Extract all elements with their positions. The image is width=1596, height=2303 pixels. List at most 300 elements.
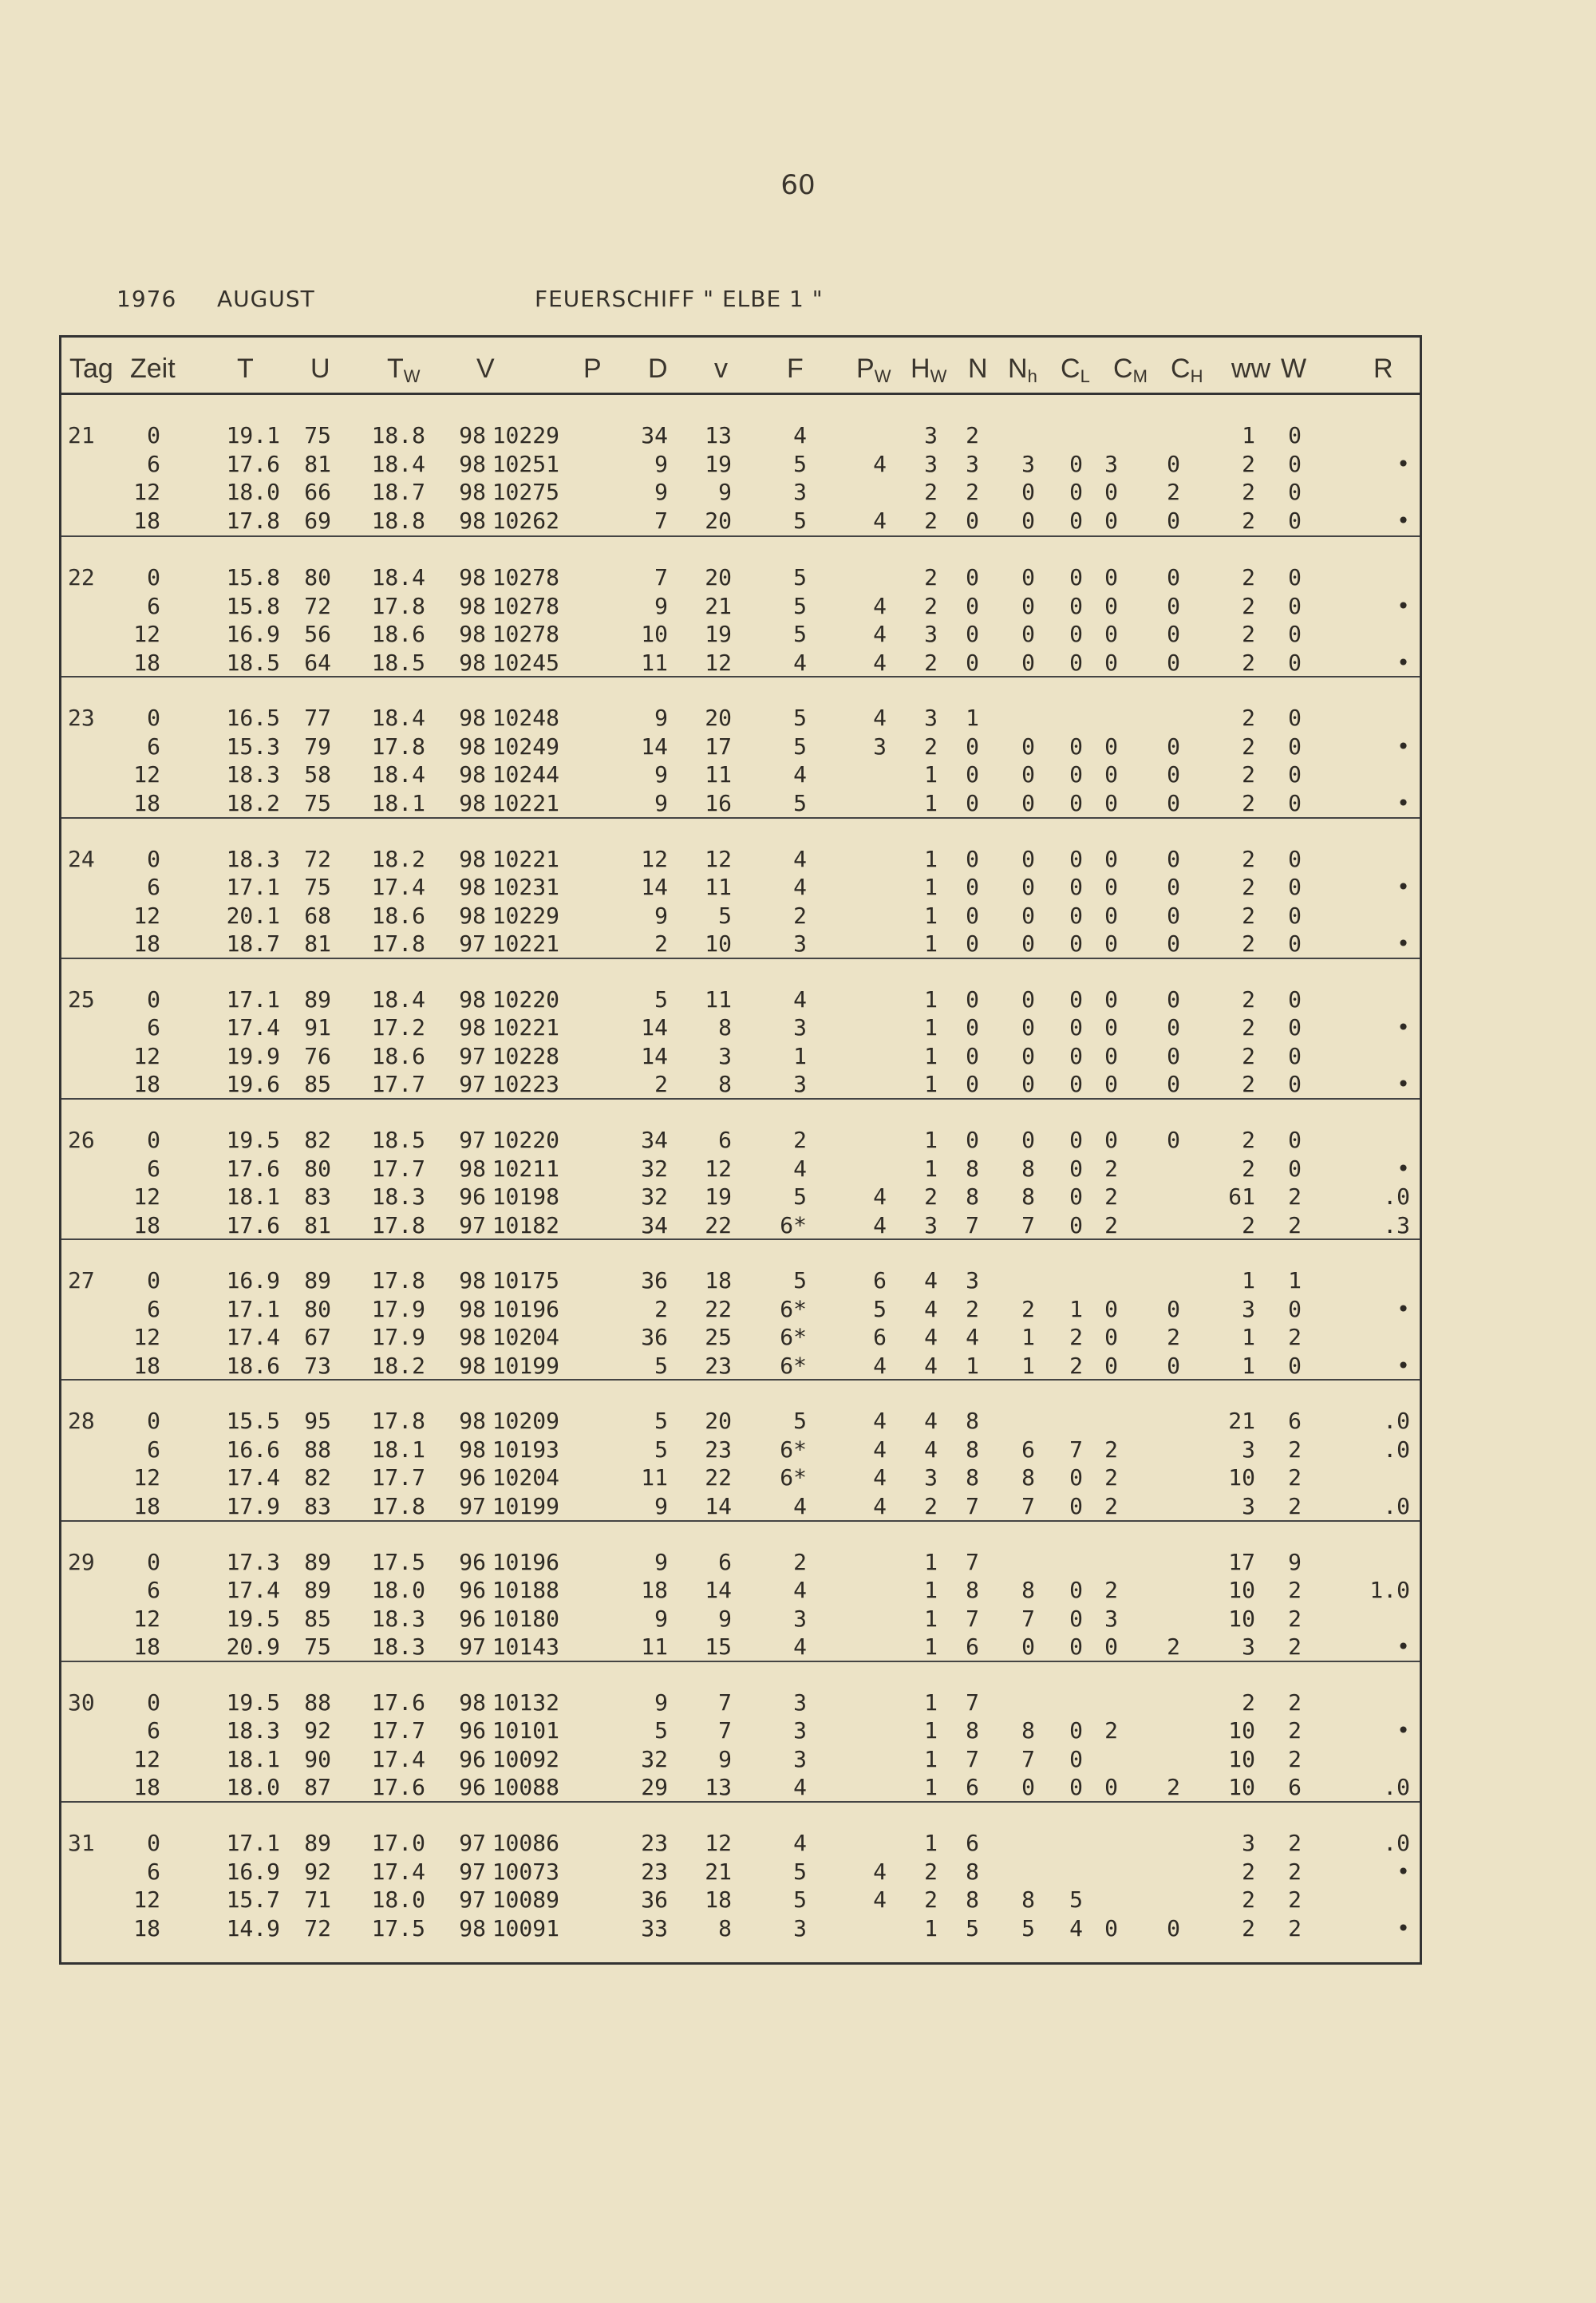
table-row	[61, 705, 1420, 732]
cell-p: 10262	[492, 507, 559, 534]
cell-hw: 2	[924, 1886, 938, 1913]
cell-nh: 0	[1021, 1042, 1035, 1069]
cell-f: 4	[793, 845, 807, 872]
table-row	[61, 564, 1420, 591]
cell-pw: 4	[873, 1858, 887, 1885]
cell-vw: 12	[705, 845, 732, 872]
cell-w: 0	[1288, 422, 1302, 448]
cell-zeit: 18	[133, 930, 160, 958]
day-tag: 21	[68, 422, 95, 448]
cell-zeit: 12	[133, 1042, 160, 1069]
cell-n: 0	[966, 564, 979, 591]
col-tag: Tag	[69, 354, 113, 384]
cell-vw: 8	[718, 1914, 732, 1942]
cell-n: 3	[966, 450, 979, 477]
cell-w: 0	[1288, 450, 1302, 477]
cell-v: 98	[459, 1014, 486, 1041]
cell-ch: 2	[1167, 1633, 1180, 1661]
cell-pw: 4	[873, 1436, 887, 1463]
cell-nh: 0	[1021, 649, 1035, 676]
cell-cl: 0	[1069, 845, 1083, 872]
cell-vw: 16	[705, 789, 732, 816]
cell-d: 9	[654, 761, 668, 788]
cell-t: 15.8	[226, 592, 280, 619]
cell-v: 98	[459, 845, 486, 872]
cell-p: 10193	[492, 1436, 559, 1463]
cell-vw: 12	[705, 1155, 732, 1182]
cell-vw: 23	[705, 1436, 732, 1463]
cell-f: 5	[793, 1267, 807, 1294]
cell-v: 98	[459, 1324, 486, 1351]
cell-vw: 14	[705, 1492, 732, 1519]
cell-nh: 7	[1021, 1492, 1035, 1519]
cell-tw: 17.4	[371, 1858, 425, 1885]
cell-p: 10175	[492, 1267, 559, 1294]
cell-nh: 8	[1021, 1183, 1035, 1210]
cell-cl: 0	[1069, 1577, 1083, 1604]
cell-d: 36	[641, 1324, 668, 1351]
cell-u: 90	[304, 1745, 331, 1772]
cell-r: •	[1396, 1014, 1410, 1041]
cell-u: 80	[304, 1155, 331, 1182]
cell-u: 66	[304, 479, 331, 505]
cell-hw: 3	[924, 422, 938, 448]
cell-d: 9	[654, 450, 668, 477]
cell-t: 20.9	[226, 1633, 280, 1661]
col-t: T	[237, 354, 254, 384]
cell-f: 3	[793, 1605, 807, 1632]
table-row	[61, 874, 1420, 901]
cell-f: 2	[793, 1548, 807, 1575]
cell-d: 12	[641, 845, 668, 872]
cell-d: 36	[641, 1886, 668, 1913]
cell-p: 10245	[492, 649, 559, 676]
cell-vw: 22	[705, 1464, 732, 1491]
cell-p: 10198	[492, 1183, 559, 1210]
header-month: AUGUST	[217, 286, 315, 312]
cell-ch: 0	[1167, 592, 1180, 619]
cell-w: 2	[1288, 1211, 1302, 1238]
cell-u: 72	[304, 1914, 331, 1942]
cell-t: 17.6	[226, 1211, 280, 1238]
cell-u: 82	[304, 1127, 331, 1153]
cell-w: 2	[1288, 1464, 1302, 1491]
cell-vw: 6	[718, 1127, 732, 1153]
cell-w: 0	[1288, 789, 1302, 816]
cell-d: 32	[641, 1745, 668, 1772]
cell-tw: 18.2	[371, 1352, 425, 1379]
cell-tw: 17.6	[371, 1774, 425, 1801]
cell-ww: 2	[1242, 789, 1255, 816]
cell-v: 97	[459, 1071, 486, 1098]
day-block	[61, 1801, 1420, 1942]
cell-r: •	[1396, 1155, 1410, 1182]
cell-hw: 2	[924, 564, 938, 591]
cell-f: 5	[793, 507, 807, 534]
day-block	[61, 1520, 1420, 1661]
cell-f: 2	[793, 902, 807, 929]
cell-tw: 17.7	[371, 1071, 425, 1098]
cell-tw: 17.7	[371, 1464, 425, 1491]
cell-tw: 17.4	[371, 1745, 425, 1772]
cell-u: 75	[304, 1633, 331, 1661]
cell-f: 4	[793, 874, 807, 901]
cell-ch: 0	[1167, 1295, 1180, 1322]
cell-f: 3	[793, 1745, 807, 1772]
cell-ch: 0	[1167, 930, 1180, 958]
cell-vw: 9	[718, 1745, 732, 1772]
cell-nh: 0	[1021, 564, 1035, 591]
cell-f: 4	[793, 1577, 807, 1604]
cell-r: •	[1396, 789, 1410, 816]
cell-tw: 17.7	[371, 1155, 425, 1182]
col-u: U	[310, 354, 330, 384]
cell-hw: 2	[924, 1183, 938, 1210]
cell-cm: 2	[1104, 1577, 1118, 1604]
table-row	[61, 1183, 1420, 1211]
cell-hw: 1	[924, 789, 938, 816]
cell-cm: 2	[1104, 1155, 1118, 1182]
cell-cm: 0	[1104, 733, 1118, 760]
cell-pw: 4	[873, 1352, 887, 1379]
cell-d: 11	[641, 649, 668, 676]
cell-cm: 0	[1104, 1914, 1118, 1942]
cell-t: 15.7	[226, 1886, 280, 1913]
cell-tw: 17.8	[371, 1267, 425, 1294]
cell-r: .0	[1383, 1774, 1410, 1801]
cell-tw: 17.0	[371, 1830, 425, 1856]
cell-hw: 1	[924, 1548, 938, 1575]
cell-p: 10231	[492, 874, 559, 901]
cell-t: 16.6	[226, 1436, 280, 1463]
cell-u: 81	[304, 930, 331, 958]
cell-cm: 0	[1104, 564, 1118, 591]
cell-w: 2	[1288, 1717, 1302, 1744]
cell-f: 4	[793, 1774, 807, 1801]
cell-ch: 0	[1167, 1042, 1180, 1069]
cell-w: 6	[1288, 1408, 1302, 1435]
cell-cl: 0	[1069, 1071, 1083, 1098]
cell-d: 33	[641, 1914, 668, 1942]
day-tag: 26	[68, 1127, 95, 1153]
cell-zeit: 0	[147, 1267, 160, 1294]
cell-ww: 1	[1242, 1267, 1255, 1294]
cell-pw: 6	[873, 1324, 887, 1351]
cell-zeit: 6	[147, 733, 160, 760]
cell-d: 7	[654, 564, 668, 591]
cell-f: 5	[793, 1183, 807, 1210]
cell-n: 6	[966, 1774, 979, 1801]
cell-zeit: 6	[147, 1295, 160, 1322]
cell-n: 4	[966, 1324, 979, 1351]
cell-nh: 7	[1021, 1745, 1035, 1772]
cell-t: 17.4	[226, 1014, 280, 1041]
day-tag: 29	[68, 1548, 95, 1575]
cell-t: 17.1	[226, 1295, 280, 1322]
cell-nh: 0	[1021, 1071, 1035, 1098]
cell-cl: 0	[1069, 986, 1083, 1013]
cell-nh: 0	[1021, 789, 1035, 816]
cell-ww: 2	[1242, 621, 1255, 648]
table-row	[61, 1606, 1420, 1633]
cell-w: 0	[1288, 1352, 1302, 1379]
cell-d: 9	[654, 902, 668, 929]
cell-d: 9	[654, 592, 668, 619]
cell-r: •	[1396, 507, 1410, 534]
cell-zeit: 12	[133, 1886, 160, 1913]
header-year: 1976	[117, 286, 177, 312]
cell-f: 3	[793, 1071, 807, 1098]
cell-t: 16.9	[226, 1267, 280, 1294]
cell-cl: 0	[1069, 902, 1083, 929]
cell-u: 81	[304, 450, 331, 477]
cell-cl: 0	[1069, 507, 1083, 534]
cell-w: 2	[1288, 1914, 1302, 1942]
cell-vw: 21	[705, 1858, 732, 1885]
cell-v: 98	[459, 479, 486, 505]
cell-w: 9	[1288, 1548, 1302, 1575]
cell-w: 0	[1288, 733, 1302, 760]
cell-u: 75	[304, 874, 331, 901]
cell-t: 18.3	[226, 761, 280, 788]
cell-nh: 6	[1021, 1436, 1035, 1463]
cell-cm: 2	[1104, 1492, 1118, 1519]
cell-w: 0	[1288, 874, 1302, 901]
cell-vw: 5	[718, 902, 732, 929]
table-row	[61, 1746, 1420, 1773]
cell-u: 73	[304, 1352, 331, 1379]
cell-vw: 13	[705, 1774, 732, 1801]
cell-t: 19.5	[226, 1689, 280, 1716]
cell-w: 2	[1288, 1492, 1302, 1519]
cell-p: 10188	[492, 1577, 559, 1604]
cell-p: 10073	[492, 1858, 559, 1885]
cell-ww: 2	[1242, 649, 1255, 676]
cell-v: 96	[459, 1717, 486, 1744]
cell-v: 97	[459, 930, 486, 958]
cell-pw: 4	[873, 1408, 887, 1435]
cell-n: 7	[966, 1689, 979, 1716]
cell-zeit: 18	[133, 507, 160, 534]
cell-w: 2	[1288, 1436, 1302, 1463]
cell-ch: 0	[1167, 733, 1180, 760]
cell-p: 10143	[492, 1633, 559, 1661]
cell-tw: 17.9	[371, 1324, 425, 1351]
cell-cm: 0	[1104, 930, 1118, 958]
cell-n: 0	[966, 902, 979, 929]
cell-p: 10220	[492, 1127, 559, 1153]
cell-cm: 0	[1104, 1295, 1118, 1322]
cell-t: 17.4	[226, 1324, 280, 1351]
cell-p: 10275	[492, 479, 559, 505]
cell-f: 3	[793, 479, 807, 505]
cell-tw: 17.8	[371, 1492, 425, 1519]
cell-v: 98	[459, 1295, 486, 1322]
cell-v: 98	[459, 422, 486, 448]
cell-ww: 10	[1228, 1774, 1255, 1801]
cell-ch: 0	[1167, 789, 1180, 816]
cell-zeit: 0	[147, 564, 160, 591]
cell-r: •	[1396, 1295, 1410, 1322]
cell-cm: 0	[1104, 507, 1118, 534]
cell-v: 96	[459, 1548, 486, 1575]
cell-u: 95	[304, 1408, 331, 1435]
cell-f: 5	[793, 733, 807, 760]
cell-cl: 0	[1069, 621, 1083, 648]
cell-cm: 0	[1104, 1042, 1118, 1069]
cell-p: 10244	[492, 761, 559, 788]
day-block	[61, 395, 1420, 535]
cell-t: 18.5	[226, 649, 280, 676]
cell-cl: 4	[1069, 1914, 1083, 1942]
cell-t: 17.9	[226, 1492, 280, 1519]
cell-cl: 0	[1069, 1605, 1083, 1632]
cell-p: 10092	[492, 1745, 559, 1772]
cell-pw: 3	[873, 733, 887, 760]
cell-hw: 1	[924, 1830, 938, 1856]
cell-f: 5	[793, 1408, 807, 1435]
table-row	[61, 1830, 1420, 1857]
cell-p: 10220	[492, 986, 559, 1013]
cell-vw: 11	[705, 874, 732, 901]
table-row	[61, 1324, 1420, 1351]
cell-cm: 0	[1104, 845, 1118, 872]
cell-w: 2	[1288, 1577, 1302, 1604]
cell-v: 97	[459, 1492, 486, 1519]
cell-t: 15.3	[226, 733, 280, 760]
cell-zeit: 12	[133, 1464, 160, 1491]
cell-pw: 4	[873, 450, 887, 477]
cell-t: 20.1	[226, 902, 280, 929]
observation-table	[59, 335, 1422, 1965]
table-row	[61, 903, 1420, 930]
cell-n: 0	[966, 649, 979, 676]
table-row	[61, 479, 1420, 506]
cell-ww: 3	[1242, 1830, 1255, 1856]
cell-zeit: 0	[147, 1830, 160, 1856]
cell-cm: 0	[1104, 986, 1118, 1013]
cell-r: .0	[1383, 1492, 1410, 1519]
cell-u: 85	[304, 1605, 331, 1632]
cell-w: 0	[1288, 930, 1302, 958]
cell-f: 4	[793, 761, 807, 788]
cell-w: 0	[1288, 479, 1302, 505]
cell-n: 7	[966, 1492, 979, 1519]
cell-n: 2	[966, 422, 979, 448]
cell-v: 98	[459, 621, 486, 648]
cell-w: 2	[1288, 1689, 1302, 1716]
cell-hw: 4	[924, 1352, 938, 1379]
cell-v: 98	[459, 592, 486, 619]
cell-cl: 0	[1069, 1155, 1083, 1182]
cell-v: 97	[459, 1633, 486, 1661]
cell-cm: 0	[1104, 1014, 1118, 1041]
day-block	[61, 535, 1420, 676]
cell-r: .3	[1383, 1211, 1410, 1238]
cell-r: •	[1396, 1633, 1410, 1661]
cell-vw: 8	[718, 1014, 732, 1041]
cell-hw: 1	[924, 874, 938, 901]
cell-vw: 23	[705, 1352, 732, 1379]
cell-d: 5	[654, 1436, 668, 1463]
page-number: 60	[780, 169, 816, 201]
cell-w: 2	[1288, 1858, 1302, 1885]
cell-n: 0	[966, 621, 979, 648]
cell-t: 19.5	[226, 1605, 280, 1632]
cell-t: 18.0	[226, 1774, 280, 1801]
cell-w: 0	[1288, 761, 1302, 788]
cell-f: 3	[793, 1014, 807, 1041]
cell-u: 89	[304, 1267, 331, 1294]
cell-tw: 17.2	[371, 1014, 425, 1041]
cell-tw: 17.8	[371, 930, 425, 958]
cell-p: 10221	[492, 845, 559, 872]
cell-cm: 0	[1104, 1324, 1118, 1351]
cell-w: 0	[1288, 1014, 1302, 1041]
cell-tw: 18.3	[371, 1183, 425, 1210]
cell-v: 96	[459, 1605, 486, 1632]
cell-pw: 5	[873, 1295, 887, 1322]
cell-tw: 17.4	[371, 874, 425, 901]
cell-f: 4	[793, 1830, 807, 1856]
cell-f: 5	[793, 1886, 807, 1913]
cell-zeit: 0	[147, 422, 160, 448]
cell-w: 0	[1288, 564, 1302, 591]
cell-n: 0	[966, 1014, 979, 1041]
cell-tw: 18.7	[371, 479, 425, 505]
cell-hw: 1	[924, 986, 938, 1013]
cell-f: 6*	[780, 1211, 807, 1238]
cell-ch: 0	[1167, 874, 1180, 901]
table-row	[61, 1296, 1420, 1323]
cell-d: 9	[654, 789, 668, 816]
cell-r: •	[1396, 1071, 1410, 1098]
cell-hw: 4	[924, 1324, 938, 1351]
cell-f: 5	[793, 789, 807, 816]
cell-p: 10091	[492, 1914, 559, 1942]
cell-u: 91	[304, 1014, 331, 1041]
cell-vw: 17	[705, 733, 732, 760]
cell-d: 29	[641, 1774, 668, 1801]
cell-u: 89	[304, 986, 331, 1013]
cell-d: 14	[641, 1014, 668, 1041]
cell-ch: 0	[1167, 1127, 1180, 1153]
day-tag: 25	[68, 986, 95, 1013]
cell-hw: 4	[924, 1436, 938, 1463]
table-row	[61, 451, 1420, 478]
cell-ww: 2	[1242, 733, 1255, 760]
cell-w: 0	[1288, 1155, 1302, 1182]
table-row	[61, 1915, 1420, 1942]
cell-d: 10	[641, 621, 668, 648]
cell-cl: 0	[1069, 1717, 1083, 1744]
cell-zeit: 12	[133, 1324, 160, 1351]
cell-u: 72	[304, 592, 331, 619]
header-station: FEUERSCHIFF " ELBE 1 "	[535, 286, 824, 312]
cell-w: 0	[1288, 649, 1302, 676]
col-zeit: Zeit	[130, 354, 176, 384]
cell-cl: 0	[1069, 1042, 1083, 1069]
table-row	[61, 1127, 1420, 1154]
cell-hw: 2	[924, 649, 938, 676]
cell-n: 8	[966, 1408, 979, 1435]
cell-u: 58	[304, 761, 331, 788]
cell-d: 9	[654, 1548, 668, 1575]
cell-p: 10204	[492, 1464, 559, 1491]
cell-d: 23	[641, 1830, 668, 1856]
cell-f: 3	[793, 930, 807, 958]
cell-v: 98	[459, 1436, 486, 1463]
